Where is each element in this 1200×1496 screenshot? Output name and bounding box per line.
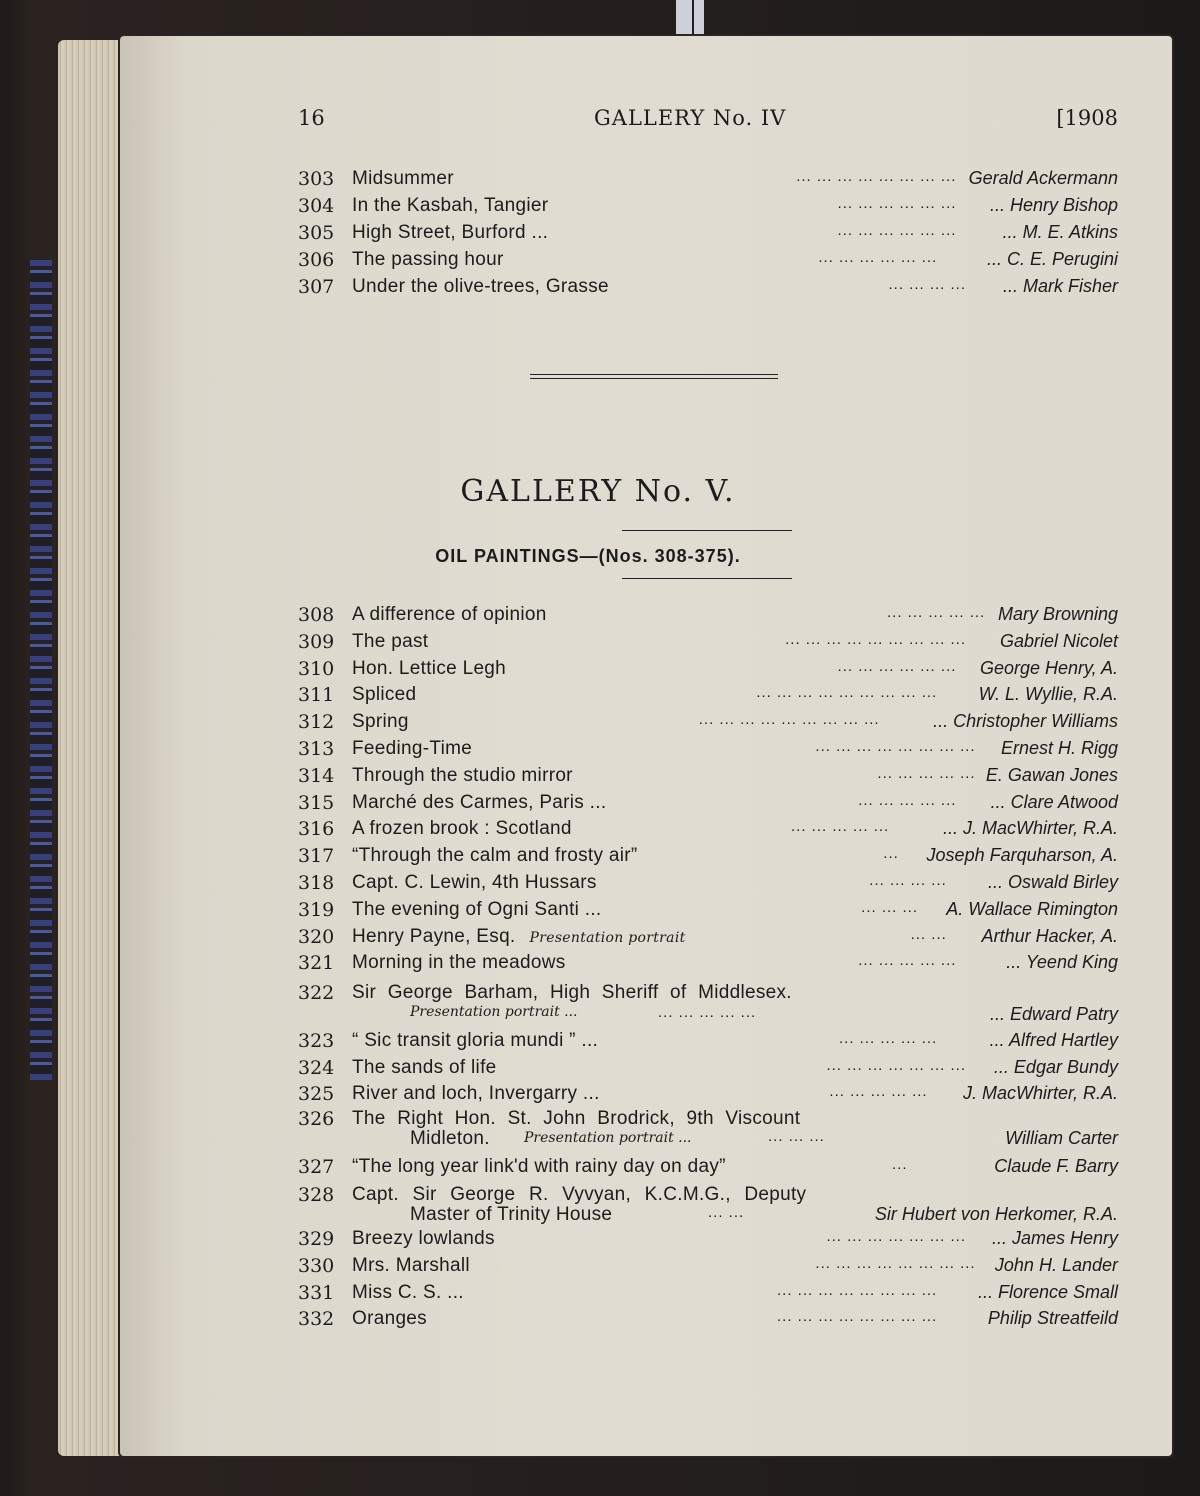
entry-note: Presentation portrait ... (410, 1004, 578, 1020)
entry-artist: ... Yeend King (1006, 952, 1118, 973)
entry-number: 327 (298, 1156, 335, 1178)
entry-leader-dots: ... ... ... ... ... (887, 604, 986, 621)
entry-number: 307 (298, 276, 335, 298)
entry-artist: Gabriel Nicolet (999, 630, 1118, 651)
entry-leader-dots: ... ... ... ... ... ... ... ... ... (785, 630, 966, 648)
entry-number: 313 (298, 738, 335, 760)
entry-leader-dots: ... ... ... ... ... ... ... (826, 1228, 966, 1245)
entry-artist: E. Gawan Jones (985, 764, 1118, 785)
entry-artist: Philip Streatfeild (987, 1308, 1118, 1329)
entry-number: 325 (298, 1083, 335, 1105)
entry-artist: ... C. E. Perugini (986, 249, 1118, 269)
entry-title (352, 1255, 470, 1277)
entry-title-text: “ Sic transit gloria mundi ” ... (352, 1030, 599, 1051)
entry-314 (298, 765, 1118, 792)
entry-title (352, 658, 506, 680)
entry-305 (298, 222, 1118, 249)
entry-leader-dots: ... ... ... ... ... ... (818, 249, 938, 266)
entry-title-text: A difference of opinion (352, 604, 547, 625)
entry-326-continued (298, 1128, 1118, 1155)
entry-title (352, 222, 548, 244)
entry-artist: A. Wallace Rimington (946, 898, 1118, 919)
entry-title (352, 952, 566, 974)
entry-leader-dots: ... ... ... ... ... (658, 1004, 757, 1021)
entry-318 (298, 872, 1118, 899)
entry-title-text: In the Kasbah, Tangier (352, 195, 549, 216)
entry-number: 311 (298, 684, 335, 707)
entry-number: 326 (298, 1108, 335, 1130)
entry-leader-dots: ... ... ... ... (888, 276, 966, 293)
entry-leader-dots: ... ... ... ... ... (858, 952, 957, 970)
entry-title-text: A frozen brook : Scotland (352, 818, 572, 840)
entry-313 (298, 738, 1118, 765)
entry-title: Sir George Barham, High Sheriff of Middlesex. (352, 982, 792, 1003)
entry-title-text: “Through the calm and frosty air” (352, 845, 638, 867)
entry-title (352, 631, 428, 653)
entry-title-text: River and loch, Invergarry ... (352, 1083, 600, 1104)
entry-title-text: Capt. C. Lewin, 4th Hussars (352, 872, 597, 893)
entry-title (352, 818, 572, 840)
entry-number: 323 (298, 1030, 335, 1052)
entry-number: 322 (298, 982, 335, 1004)
entry-leader-dots: ... ... ... (768, 1128, 825, 1145)
entry-artist: ... Edgar Bundy (993, 1056, 1118, 1077)
entry-311 (298, 684, 1118, 711)
entry-number: 318 (298, 872, 335, 894)
entry-number: 315 (298, 791, 335, 814)
entry-title-text: High Street, Burford ... (352, 222, 549, 243)
entry-title-text: Hon. Lettice Legh (352, 657, 507, 679)
entry-artist: ... Clare Atwood (990, 791, 1118, 812)
entry-leader-dots: ... ... ... ... ... ... ... ... (796, 168, 957, 185)
entry-title (352, 711, 409, 733)
entry-artist: ... M. E. Atkins (1002, 222, 1118, 242)
running-title: GALLERY No. IV (594, 106, 787, 130)
entry-title-text: Spliced (352, 684, 417, 706)
entry-note: Presentation portrait (529, 929, 686, 946)
entry-307 (298, 276, 1118, 303)
entry-title-text: The passing hour (352, 249, 504, 270)
entry-331 (298, 1282, 1118, 1309)
gallery-title: GALLERY No. V. (460, 474, 736, 509)
entry-title: “The long year link'd with rainy day on day” (352, 1156, 726, 1177)
entry-310 (298, 658, 1118, 685)
entry-title (352, 926, 686, 948)
entry-title-text: The past (352, 630, 429, 652)
entry-leader-dots: ... (883, 845, 899, 863)
entry-number: 324 (298, 1056, 335, 1079)
entry-artist: ... Florence Small (977, 1281, 1118, 1302)
entry-title (352, 604, 547, 626)
entry-327 (298, 1156, 1118, 1183)
entry-title (352, 276, 609, 298)
entry-title-text: Miss C. S. ... (352, 1281, 464, 1303)
entry-number: 316 (298, 818, 335, 841)
entry-title-text: Morning in the meadows (352, 952, 566, 974)
entry-leader-dots: ... ... ... ... ... ... ... ... ... (756, 684, 938, 702)
entry-title-text: Breezy lowlands (352, 1228, 495, 1249)
entry-title (352, 738, 472, 760)
entry-artist: ... Edward Patry (989, 1004, 1118, 1024)
entry-title (352, 1308, 427, 1330)
entry-title-text: Spring (352, 711, 409, 733)
entry-leader-dots: ... ... ... ... (869, 872, 947, 889)
entry-title (352, 1030, 598, 1052)
running-header (298, 106, 1118, 140)
entry-leader-dots: ... ... ... ... ... (839, 1030, 938, 1047)
entry-number: 308 (298, 604, 335, 626)
entry-artist: George Henry, A. (979, 657, 1118, 678)
entry-artist: ... Mark Fisher (1002, 276, 1118, 296)
entry-artist: Mary Browning (997, 604, 1118, 624)
entry-title-text: Feeding-Time (352, 738, 473, 759)
entry-title-continued: Midleton. (410, 1128, 490, 1149)
entry-leader-dots: ... ... ... ... ... ... ... ... ... (698, 711, 880, 729)
entry-325 (298, 1083, 1118, 1110)
entry-332 (298, 1308, 1118, 1335)
entry-title (352, 1083, 600, 1105)
entry-323 (298, 1030, 1118, 1057)
entry-artist: ... Henry Bishop (989, 195, 1118, 215)
entry-328-continued (298, 1204, 1118, 1231)
section-divider (530, 378, 778, 379)
entry-329 (298, 1228, 1118, 1255)
entry-number: 321 (298, 952, 335, 975)
entry-title (352, 872, 597, 894)
entry-number: 319 (298, 898, 335, 921)
entry-leader-dots: ... ... ... ... ... ... ... ... (777, 1281, 938, 1299)
entry-artist: John H. Lander (994, 1254, 1118, 1275)
entry-number: 304 (298, 195, 335, 217)
entry-title (352, 249, 504, 271)
entry-artist: Claude F. Barry (994, 1156, 1118, 1176)
entry-315 (298, 792, 1118, 819)
entry-title-text: Henry Payne, Esq. (352, 925, 516, 947)
entry-title (352, 765, 573, 787)
entry-leader-dots: ... ... (910, 925, 947, 943)
entry-leader-dots: ... (892, 1156, 908, 1173)
entry-title-text: Under the olive-trees, Grasse (352, 276, 609, 297)
title-rule (622, 578, 792, 579)
title-rule (622, 530, 792, 531)
entry-title (352, 195, 548, 217)
entry-title-text: Through the studio mirror (352, 764, 573, 786)
entry-number: 320 (298, 925, 335, 948)
entry-330 (298, 1255, 1118, 1282)
entry-leader-dots: ... ... ... ... ... ... (837, 657, 957, 675)
entry-leader-dots: ... ... ... ... ... (791, 818, 890, 836)
entry-artist: Joseph Farquharson, A. (926, 845, 1118, 866)
entry-title-text: Oranges (352, 1308, 427, 1330)
entry-312 (298, 711, 1118, 738)
entry-leader-dots: ... ... (708, 1204, 745, 1221)
entry-number: 309 (298, 630, 335, 653)
entry-number: 328 (298, 1184, 335, 1206)
entry-number: 312 (298, 711, 335, 734)
entry-title (352, 792, 606, 814)
entry-number: 332 (298, 1308, 335, 1331)
entry-leader-dots: ... ... ... ... ... ... ... (826, 1056, 966, 1074)
entry-title (352, 899, 602, 921)
entry-number: 303 (298, 168, 335, 190)
entry-leader-dots: ... ... ... (861, 898, 918, 916)
entry-title-text: The evening of Ogni Santi ... (352, 898, 602, 920)
entry-324 (298, 1057, 1118, 1084)
entry-title (352, 845, 638, 867)
entry-title (352, 684, 416, 706)
entry-artist: ... Oswald Birley (987, 872, 1118, 892)
entry-title (352, 1282, 464, 1304)
entry-317 (298, 845, 1118, 872)
entry-number: 314 (298, 764, 335, 787)
entry-artist: Arthur Hacker, A. (981, 925, 1118, 946)
entry-leader-dots: ... ... ... ... ... ... ... ... (815, 738, 976, 755)
entry-303 (298, 168, 1118, 195)
entry-320 (298, 926, 1118, 953)
entry-leader-dots: ... ... ... ... ... ... ... ... (815, 1254, 976, 1272)
entry-title (352, 1228, 495, 1250)
running-year: [1908 (1056, 106, 1118, 130)
entry-title (352, 168, 454, 190)
entry-leader-dots: ... ... ... ... ... ... ... ... (777, 1308, 938, 1326)
entry-artist: William Carter (1005, 1128, 1118, 1148)
entry-number: 331 (298, 1281, 335, 1304)
entry-title: Capt. Sir George R. Vyvyan, K.C.M.G., Deputy (352, 1184, 807, 1205)
entry-title-text: The sands of life (352, 1056, 497, 1078)
entry-number: 317 (298, 845, 335, 868)
entry-321 (298, 952, 1118, 979)
entry-number: 310 (298, 657, 335, 680)
entry-319 (298, 899, 1118, 926)
entry-leader-dots: ... ... ... ... ... (877, 764, 976, 782)
entry-leader-dots: ... ... ... ... ... (858, 791, 957, 809)
entry-artist: Gerald Ackermann (968, 168, 1118, 188)
entry-316 (298, 818, 1118, 845)
entry-309 (298, 631, 1118, 658)
entry-title-text: Marché des Carmes, Paris ... (352, 791, 607, 813)
entry-number: 330 (298, 1254, 335, 1277)
entry-title-text: Midsummer (352, 168, 454, 189)
section-title: OIL PAINTINGS—(Nos. 308-375). (435, 546, 741, 566)
entry-title-text: Mrs. Marshall (352, 1254, 470, 1276)
entry-308 (298, 604, 1118, 631)
entry-artist: Sir Hubert von Herkomer, R.A. (874, 1204, 1118, 1224)
entry-304 (298, 195, 1118, 222)
entry-number: 329 (298, 1228, 335, 1250)
entry-number: 306 (298, 249, 335, 271)
entry-artist: ... Christopher Williams (933, 711, 1118, 732)
entry-title-continued: Master of Trinity House (410, 1204, 613, 1225)
entry-artist: Ernest H. Rigg (1000, 738, 1118, 758)
entry-leader-dots: ... ... ... ... ... ... (837, 195, 957, 212)
entry-artist: ... J. MacWhirter, R.A. (942, 818, 1118, 839)
entry-artist: J. MacWhirter, R.A. (962, 1083, 1118, 1103)
entry-322-continued (298, 1004, 1118, 1031)
entry-leader-dots: ... ... ... ... ... (829, 1083, 928, 1100)
entry-306 (298, 249, 1118, 276)
entry-artist: W. L. Wyllie, R.A. (978, 684, 1118, 705)
entry-artist: ... James Henry (991, 1228, 1118, 1248)
book-spine-decoration (30, 260, 52, 1080)
entry-artist: ... Alfred Hartley (989, 1030, 1118, 1050)
entry-title: The Right Hon. St. John Brodrick, 9th Viscount (352, 1108, 801, 1129)
page-number: 16 (298, 106, 325, 130)
entry-leader-dots: ... ... ... ... ... ... (837, 222, 957, 239)
section-divider (530, 374, 778, 375)
entry-number: 305 (298, 222, 335, 244)
entry-title (352, 1057, 497, 1079)
entry-note: Presentation portrait ... (524, 1130, 692, 1146)
